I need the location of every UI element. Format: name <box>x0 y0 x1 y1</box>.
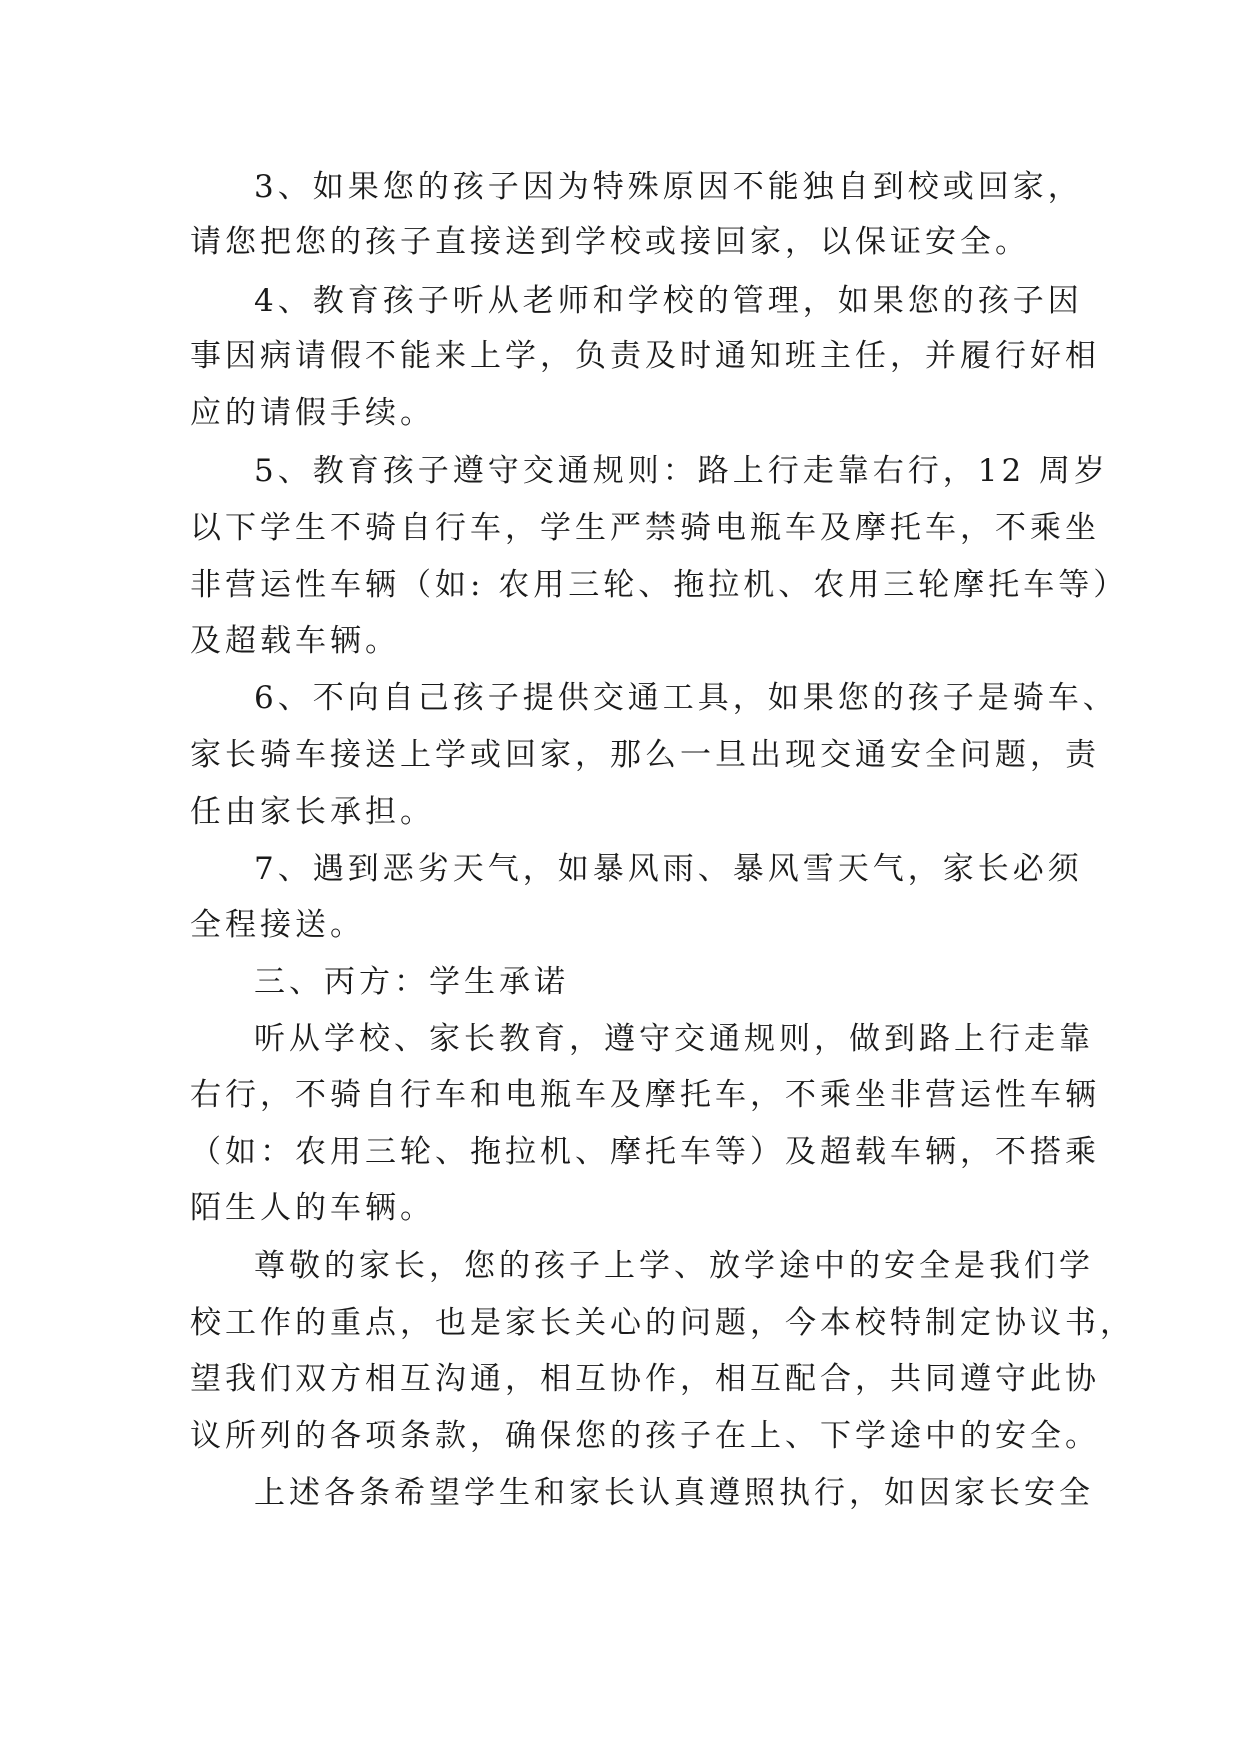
text-line: 家长骑车接送上学或回家，那么一旦出现交通安全问题，责 <box>190 737 1100 773</box>
text-line: 非营运性车辆（如: 农用三轮、拖拉机、农用三轮摩托车等） <box>190 567 1129 603</box>
text-line: 全程接送。 <box>190 907 365 943</box>
text-line: （如：农用三轮、拖拉机、摩托车等）及超载车辆，不搭乘 <box>190 1134 1100 1170</box>
text-line: 4、教育孩子听从老师和学校的管理，如果您的孩子因 <box>254 283 1083 319</box>
text-line: 尊敬的家长，您的孩子上学、放学途中的安全是我们学 <box>254 1248 1094 1284</box>
text-line: 以下学生不骑自行车，学生严禁骑电瓶车及摩托车，不乘坐 <box>190 510 1100 546</box>
text-line: 上述各条希望学生和家长认真遵照执行，如因家长安全 <box>254 1475 1094 1511</box>
text-line: 应的请假手续。 <box>190 395 435 431</box>
text-line: 5、教育孩子遵守交通规则：路上行走靠右行，12 周岁 <box>254 453 1110 489</box>
text-line: 请您把您的孩子直接送到学校或接回家，以保证安全。 <box>190 224 1030 260</box>
text-line: 听从学校、家长教育，遵守交通规则，做到路上行走靠 <box>254 1021 1094 1057</box>
text-line: 任由家长承担。 <box>190 794 435 830</box>
text-line: 及超载车辆。 <box>190 623 400 659</box>
text-line: 6、不向自己孩子提供交通工具，如果您的孩子是骑车、 <box>254 680 1118 716</box>
text-line: 7、遇到恶劣天气，如暴风雨、暴风雪天气，家长必须 <box>254 851 1083 887</box>
text-line: 事因病请假不能来上学，负责及时通知班主任，并履行好相 <box>190 338 1100 374</box>
text-line: 陌生人的车辆。 <box>190 1190 435 1226</box>
text-line: 校工作的重点，也是家长关心的问题，今本校特制定协议书， <box>190 1305 1135 1341</box>
section-heading: 三、丙方：学生承诺 <box>254 964 569 1000</box>
text-line: 望我们双方相互沟通，相互协作，相互配合，共同遵守此协 <box>190 1361 1100 1397</box>
text-line: 3、如果您的孩子因为特殊原因不能独自到校或回家， <box>254 169 1083 205</box>
text-line: 议所列的各项条款，确保您的孩子在上、下学途中的安全。 <box>190 1418 1100 1454</box>
text-line: 右行，不骑自行车和电瓶车及摩托车，不乘坐非营运性车辆 <box>190 1077 1100 1113</box>
